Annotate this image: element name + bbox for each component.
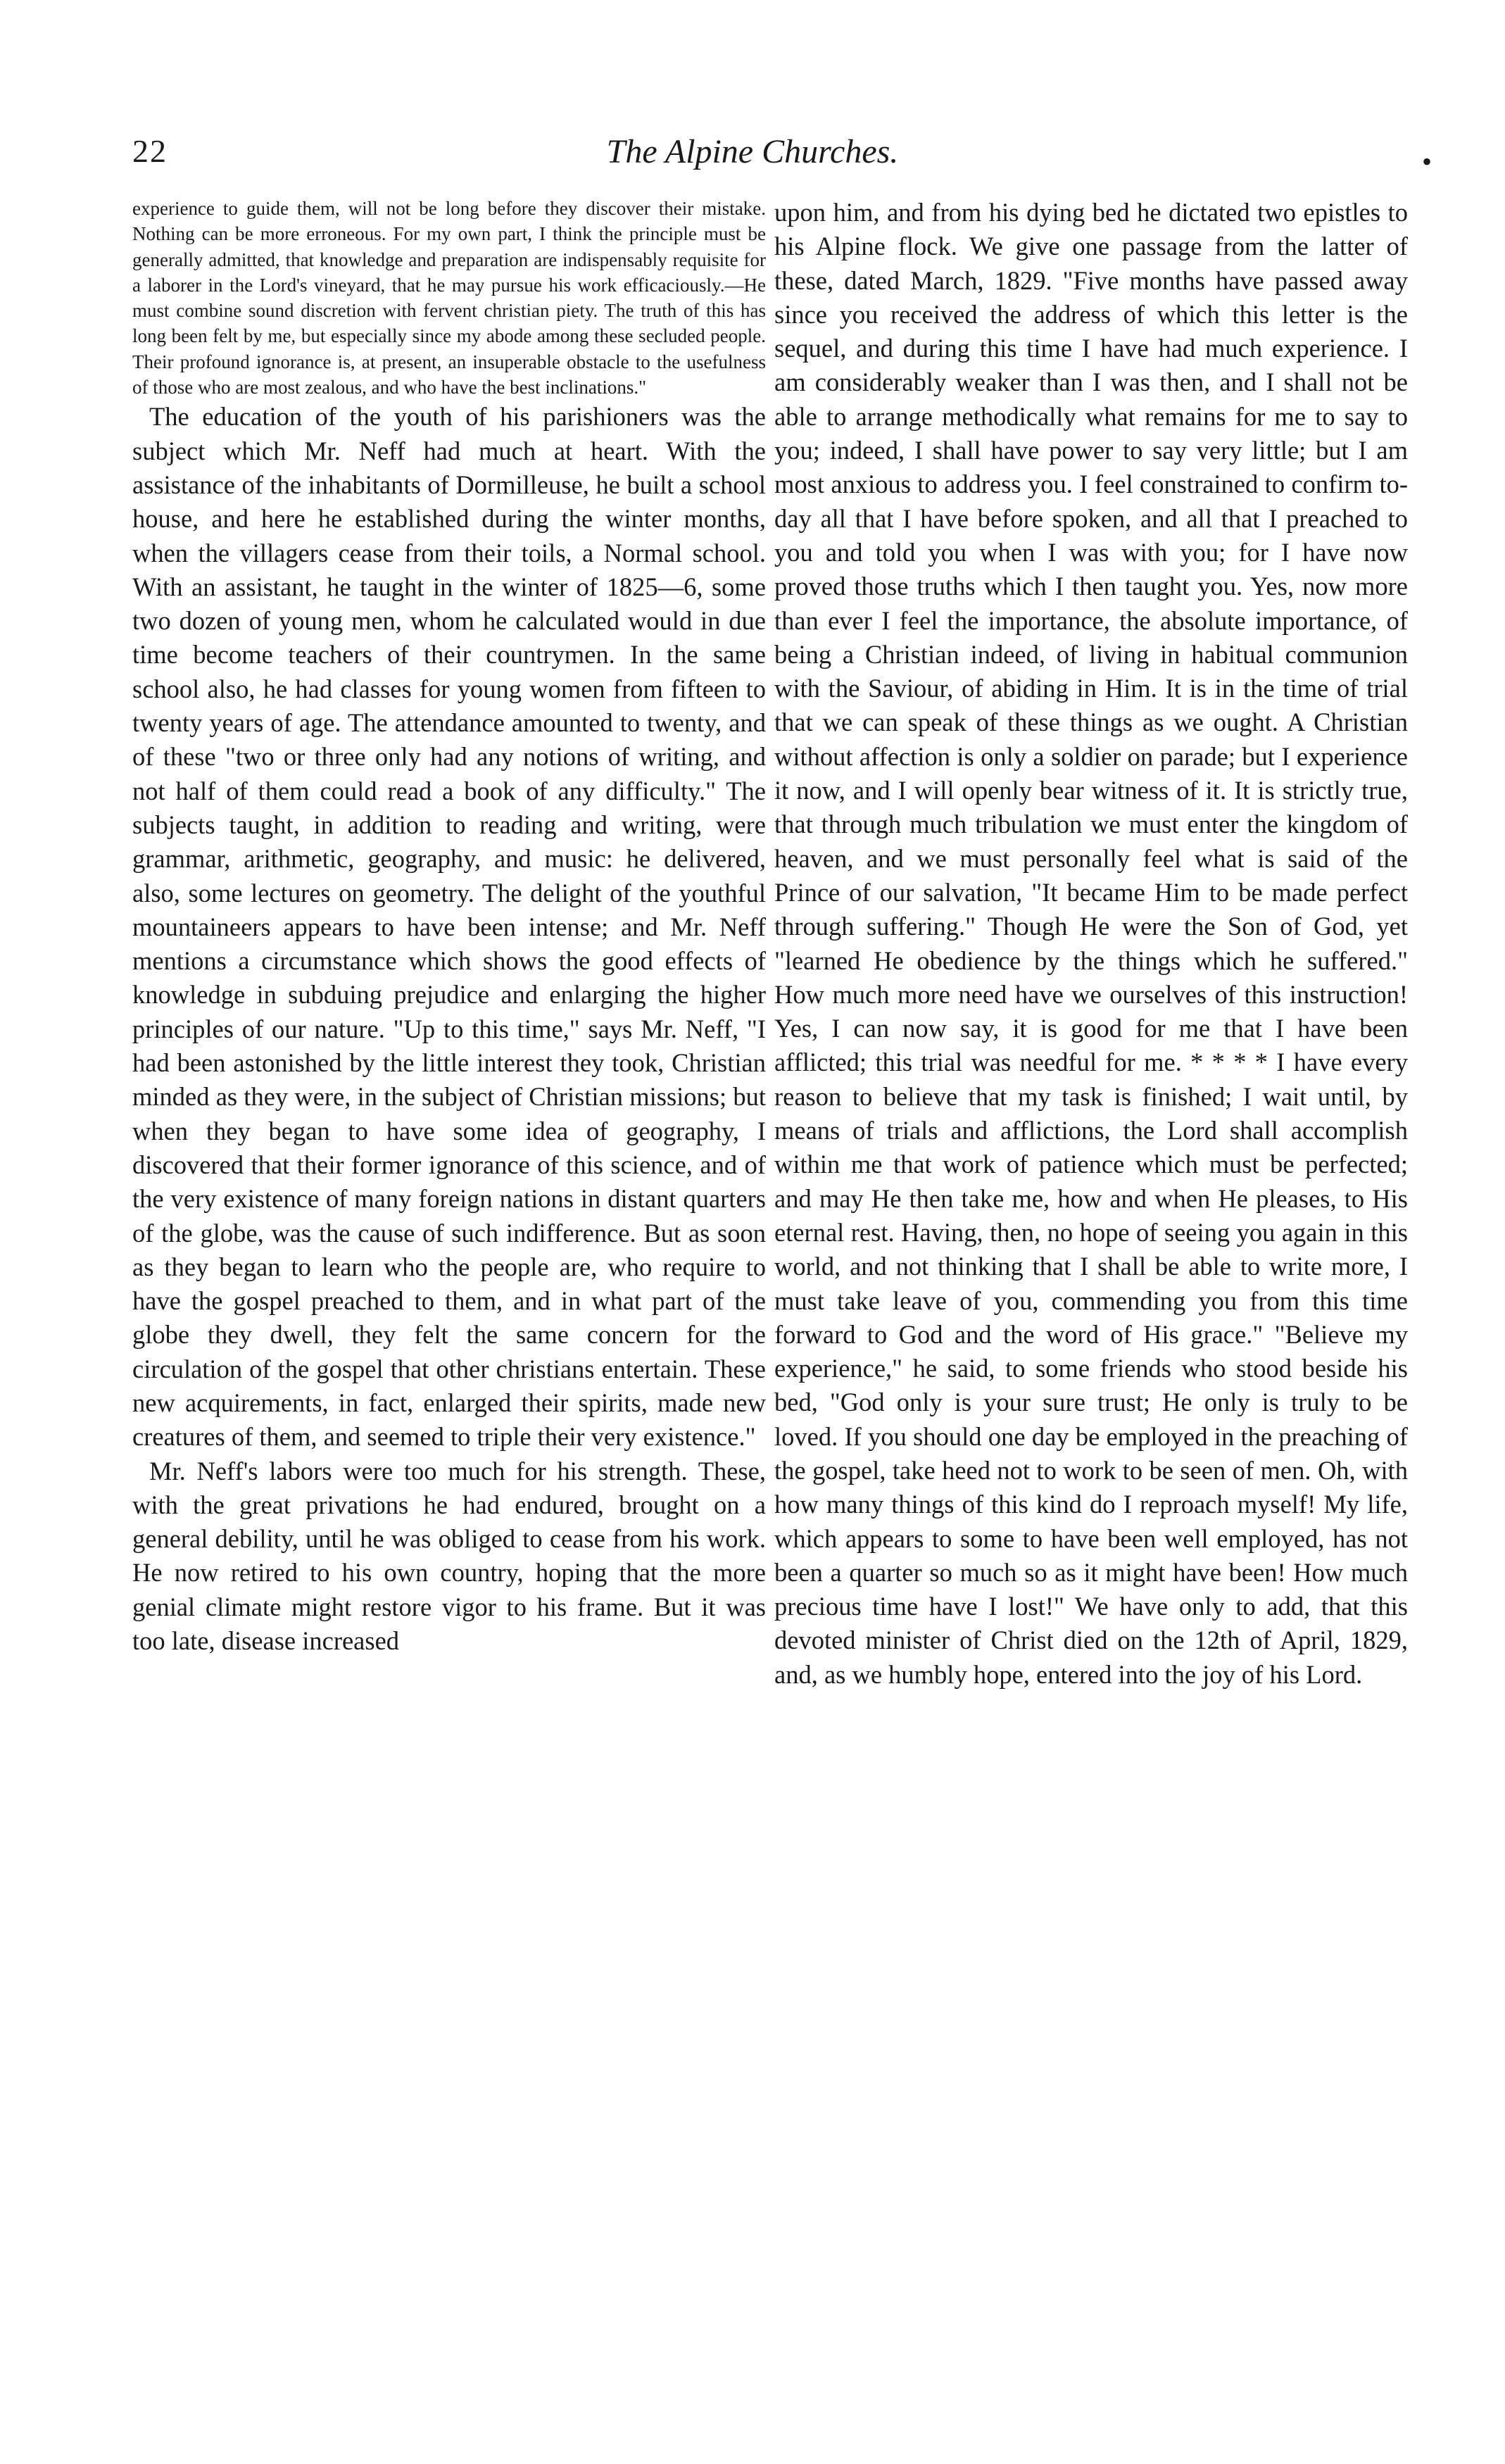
quote-continuation: experience to guide them, will not be long before they discover their mistake. Nothing can be more erroneous. For my own part, I think the principle must be generally admitted, that knowledge and preparation are indispensably requisite for a laborer in the Lord's vineyard, that he may pursue his work efficaciously.—He must combine sound discretion with fervent christian piety. The truth of this has long been felt by me, but especially since my abode among these secluded people. Their profound ignorance is, at present, an insuperable obstacle to the usefulness of those who are most zealous, and who have the best inclinations." [132,198,766,398]
right-column [774,196,1408,2364]
paragraph-education: The education of the youth of his parishioners was the subject which Mr. Neff had much at heart. With the assistance of the inhabitants of Dormilleuse, he built a school house, and here he established during the winter months, when the villagers cease from their toils, a Normal school. With an assistant, he taught in the winter of 1825—6, some two dozen of young men, whom he calculated would in due time become teachers of their countrymen. In the same school also, he had classes for young women from fifteen to twenty years of age. The attendance amounted to twenty, and of these "two or three only had any notions of writing, and not half of them could read a book of any difficulty." The subjects taught, in addition to reading and writing, were grammar, arithmetic, geography, and music: he delivered, also, some lectures on geometry. The delight of the youthful mountaineers appears to have been intense; and Mr. Neff mentions a circumstance which shows the good effects of knowledge in subduing prejudice and enlarging the higher principles of our nature. "Up to this time," says Mr. Neff, "I had been astonished by the little interest they took, Christian minded as they were, in the subject of Christian missions; but when they began to have some idea of geography, I discovered that their former ignorance of this science, and of the very existence of many foreign nations in distant quarters of the globe, was the cause of such indifference. But as soon as they began to learn who the people are, who require to have the gospel preached to them, and in what part of the globe they dwell, they felt the same concern for the circulation of the gospel that other christians entertain. These new acquirements, in fact, enlarged their spirits, made new creatures of them, and seemed to triple their very existence." [132,402,766,1452]
page-header [0,132,1505,182]
corner-mark: • [1422,146,1432,177]
paragraph-labors: Mr. Neff's labors were too much for his strength. These, with the great privations he had endured, brought on a general debility, until he was obliged to cease from his work. He now retired to his own country, hoping that the more genial climate might restore vigor to his frame. But it was too late, disease increased [132,1456,766,1656]
paragraph-continued: upon him, and from his dying bed he dictated two epistles to his Alpine flock. We give one passage from the latter of these, dated March, 1829. "Five months have passed away since you received the address of which this letter is the sequel, and during this time I have had much experience. I am considerably weaker than I was then, and I shall not be able to arrange methodically what remains for me to say to you; indeed, I shall have power to say very little; but I am most anxious to address you. I feel constrained to confirm to-day all that I have before spoken, and all that I preached to you and told you when I was with you; for I have now proved those truths which I then taught you. Yes, now more than ever I feel the importance, the absolute importance, of being a Christian indeed, of living in habitual communion with the Saviour, of abiding in Him. It is in the time of trial that we can speak of these things as we ought. A Christian without affection is only a soldier on parade; but I experience it now, and I will openly bear witness of it. It is strictly true, that through much tribulation we must enter the kingdom of heaven, and we must personally feel what is said of the Prince of our salvation, "It became Him to be made perfect through suffering." Though He were the Son of God, yet "learned He obedience by the things which he suffered." How much more need have we ourselves of this instruction! Yes, I can now say, it is good for me that I have been afflicted; this trial was needful for me. * * * * I have every reason to believe that my task is finished; I wait until, by means of trials and afflictions, the Lord shall accomplish within me that work of patience which must be perfected; and may He then take me, how and when He pleases, to His eternal rest. Having, then, no hope of seeing you again in this world, and not thinking that I shall be able to write more, I must take leave of you, commending you from this time forward to God and the word of His grace." "Believe my experience," he said, to some friends who stood beside his bed, "God only is your sure trust; He only is truly to be loved. If you should one day be employed in the preaching of the gospel, take heed not to work to be seen of men. Oh, with how many things of this kind do I reproach myself! My life, which appears to some to have been well employed, has not been a quarter so much so as it might have been! How much precious time have I lost!" We have only to add, that this devoted minister of Christ died on the 12th of April, 1829, and, as we humbly hope, entered into the joy of his Lord. [774,198,1408,1689]
left-column [132,196,766,2364]
page-number: 22 [132,133,168,169]
running-title: The Alpine Churches. [606,133,899,170]
